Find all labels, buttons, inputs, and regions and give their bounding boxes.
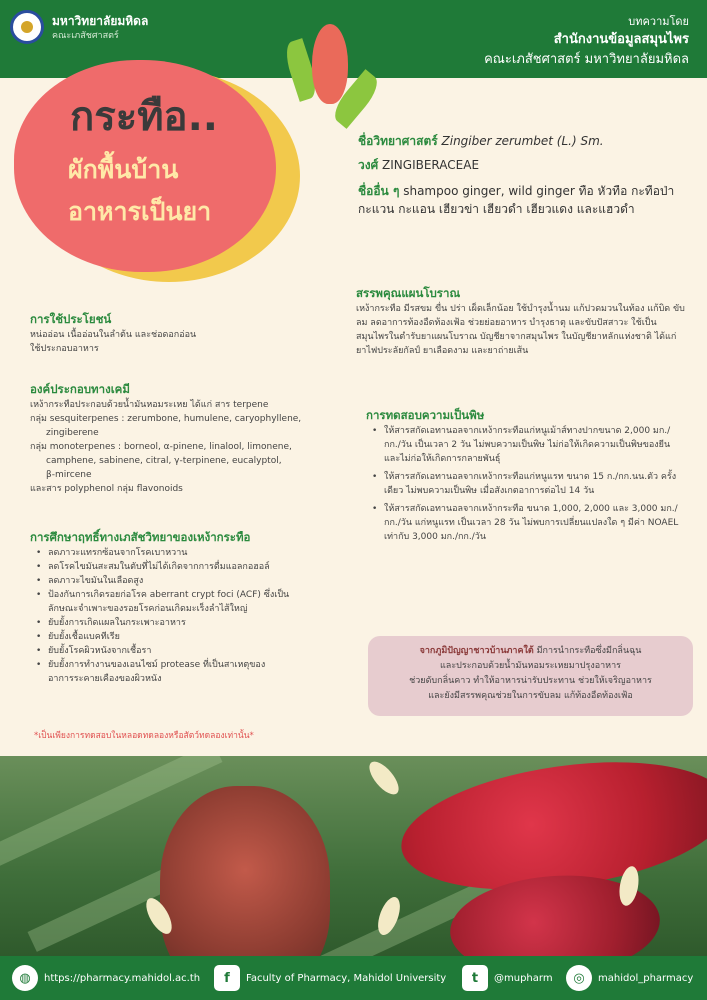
list-item: • ลดภาวะไขมันในเลือดสูง xyxy=(30,574,350,588)
other-label: ชื่ออื่น ๆ xyxy=(358,184,400,198)
page-subtitle-1: ผักพื้นบ้าน xyxy=(68,155,179,184)
traditional-text: เหง้ากระทือ มีรสขม ขื่น ปร่า เผ็ดเล็กน้อย ใช้บำรุงน้ำนม แก้ปวดมวนในท้อง แก้บิด ขับลม ลดอาการท้องอืดท้องเฟ้อ ช่วยย่อยอาหาร บำรุงธาตุ และขับปัสสาวะ ใช้เป็นสมุนไพรในตำรับยาแผนโบราณ บัญชียาจากสมุนไพร ในบัญชียาหลักแห่งชาติ ได้แก่ ยาไฟประลัยกัลป์ ยาเลือดงาม และยาถ่ายเส้น xyxy=(356,304,685,356)
list-item-continued: อาการระคายเคืองของผิวหนัง xyxy=(48,674,162,684)
twitter-handle[interactable]: @mupharm xyxy=(494,972,553,984)
chemistry-line: และสาร polyphenol กลุ่ม flavonoids xyxy=(30,484,183,494)
chemistry-line: camphene, sabinene, citral, γ-terpinene, eucalyptol, xyxy=(46,456,282,466)
list-item: • ลดภาวะแทรกซ้อนจากโรคเบาหวาน xyxy=(30,546,350,560)
callout-text: และยังมีสรรพคุณช่วยในการขับลม แก้ท้องอืดท้องเฟ้อ xyxy=(428,691,633,701)
pharmacology-section xyxy=(30,530,350,686)
instagram-handle[interactable]: mahidol_pharmacy xyxy=(598,972,694,984)
list-item: • ป้องกันการเกิดรอยก่อโรค aberrant crypt foci (ACF) ซึ่งเป็น xyxy=(30,588,350,602)
toxicity-section xyxy=(366,408,686,544)
flower-decoration xyxy=(312,24,348,104)
callout-text: และประกอบด้วยน้ำมันหอมระเหยมาปรุงอาหาร xyxy=(440,661,621,671)
footer-bar xyxy=(0,956,707,1000)
pharmacology-list xyxy=(30,546,350,686)
traditional-section xyxy=(356,286,686,358)
footer-website[interactable] xyxy=(12,964,200,992)
list-item: • ให้สารสกัดเอทานอลจากเหง้ากระทือแก่หนูแรท ขนาด 15 ก./กก.นน.ตัว ครั้งเดียว ไม่พบความเป็นพิษ เมื่อสังเกตอาการต่อไป 14 วัน xyxy=(366,470,686,498)
chemistry-heading: องค์ประกอบทางเคมี xyxy=(30,382,130,396)
office-subtitle: คณะเภสัชศาสตร์ มหาวิทยาลัยมหิดล xyxy=(484,52,689,67)
list-item: • ยับยั้งโรคผิวหนังจากเชื้อรา xyxy=(30,644,350,658)
folk-wisdom-callout xyxy=(368,636,693,716)
twitter-icon: t xyxy=(462,965,488,991)
instagram-icon: ◎ xyxy=(566,965,592,991)
usage-line: ใช้ประกอบอาหาร xyxy=(30,344,99,354)
article-by: บทความโดย xyxy=(628,15,689,28)
chemistry-section xyxy=(30,382,350,496)
list-item: • ยับยั้งเชื้อแบคทีเรีย xyxy=(30,630,350,644)
callout-text: มีการนำกระทือซึ่งมีกลิ่นฉุน xyxy=(533,646,642,656)
other-names xyxy=(358,182,678,218)
footer-instagram[interactable] xyxy=(566,964,693,992)
footer-twitter[interactable] xyxy=(462,964,553,992)
ginger-photo xyxy=(0,756,707,956)
page-subtitle-2: อาหารเป็นยา xyxy=(68,197,212,226)
globe-icon: ◍ xyxy=(12,965,38,991)
pharmacology-heading: การศึกษาฤทธิ์ทางเภสัชวิทยาของเหง้ากระทือ xyxy=(30,530,251,544)
traditional-heading: สรรพคุณแผนโบราณ xyxy=(356,286,461,300)
footer-facebook[interactable] xyxy=(214,964,446,992)
university-logo xyxy=(10,10,44,44)
list-item: • ลดโรคไขมันสะสมในตับที่ไม่ได้เกิดจากการดื่มแอลกอฮอล์ xyxy=(30,560,350,574)
chemistry-line: เหง้ากระทือประกอบด้วยน้ำมันหอมระเหย ได้แก่ สาร terpene xyxy=(30,400,269,410)
office-name: สำนักงานข้อมูลสมุนไพร xyxy=(553,32,689,47)
family-value: ZINGIBERACEAE xyxy=(382,158,480,172)
sci-value: Zingiber zerumbet (L.) Sm. xyxy=(441,134,604,148)
university-name: มหาวิทยาลัยมหิดล xyxy=(52,14,149,28)
callout-bold: จากภูมิปัญญาชาวบ้านภาคใต้ xyxy=(419,646,534,656)
family-name xyxy=(358,156,678,174)
callout-text: ช่วยดับกลิ่นคาว ทำให้อาหารน่ารับประทาน ช่วยให้เจริญอาหาร xyxy=(409,676,652,686)
other-value: shampoo ginger, wild ginger ทือ หัวทือ กะทือป่า กะแวน กะแอน เฮียวข่า เฮียวดำ เฮียวแดง และแฮวดำ xyxy=(358,184,675,216)
sci-label: ชื่อวิทยาศาสตร์ xyxy=(358,134,438,148)
list-item-continued: ลักษณะจำเพาะของรอยโรคก่อนเกิดมะเร็งลำไส้ใหญ่ xyxy=(48,604,248,614)
list-item: • ยับยั้งการทำงานของเอนไซม์ protease ที่เป็นสาเหตุของ xyxy=(30,658,350,672)
chemistry-line: zingiberene xyxy=(46,428,99,438)
disclaimer-note: *เป็นเพียงการทดสอบในหลอดทดลองหรือสัตว์ทดลองเท่านั้น* xyxy=(34,731,254,741)
ginger-cone xyxy=(160,786,330,956)
chemistry-line: กลุ่ม sesquiterpenes : zerumbone, humulene, caryophyllene, xyxy=(30,414,302,424)
usage-heading: การใช้ประโยชน์ xyxy=(30,312,112,326)
usage-section xyxy=(30,312,340,356)
usage-line: หน่ออ่อน เนื้ออ่อนในลำต้น และช่อดอกอ่อน xyxy=(30,330,197,340)
facebook-icon: f xyxy=(214,965,240,991)
page-title: กระทือ.. xyxy=(70,94,218,140)
toxicity-list xyxy=(366,424,686,544)
chemistry-line: กลุ่ม monoterpenes : borneol, α-pinene, linalool, limonene, xyxy=(30,442,292,452)
faculty-name: คณะเภสัชศาสตร์ xyxy=(52,31,119,41)
scientific-name xyxy=(358,132,678,150)
family-label: วงศ์ xyxy=(358,158,379,172)
facebook-name[interactable]: Faculty of Pharmacy, Mahidol University xyxy=(246,972,447,984)
toxicity-heading: การทดสอบความเป็นพิษ xyxy=(366,408,485,422)
chemistry-line: β-mircene xyxy=(46,470,92,480)
list-item: • ยับยั้งการเกิดแผลในกระเพาะอาหาร xyxy=(30,616,350,630)
list-item: • ให้สารสกัดเอทานอลจากเหง้ากระทือแก่หนูเม้าส์ทางปากขนาด 2,000 มก./กก./วัน เป็นเวลา 2 วัน ไม่พบความเป็นพิษ ไม่ก่อให้เกิดความเป็นพิษของยีน และไม่ก่อให้เกิดการกลายพันธุ์ xyxy=(366,424,686,466)
website-url[interactable]: https://pharmacy.mahidol.ac.th xyxy=(44,972,201,984)
list-item: • ให้สารสกัดเอทานอลจากเหง้ากระทือ ขนาด 1,000, 2,000 และ 3,000 มก./กก./วัน แก่หนูแรท เป็นเวลา 28 วัน ไม่พบการเปลี่ยนแปลงใด ๆ มีค่า NOAEL เท่ากับ 3,000 มก./กก./วัน xyxy=(366,502,686,544)
